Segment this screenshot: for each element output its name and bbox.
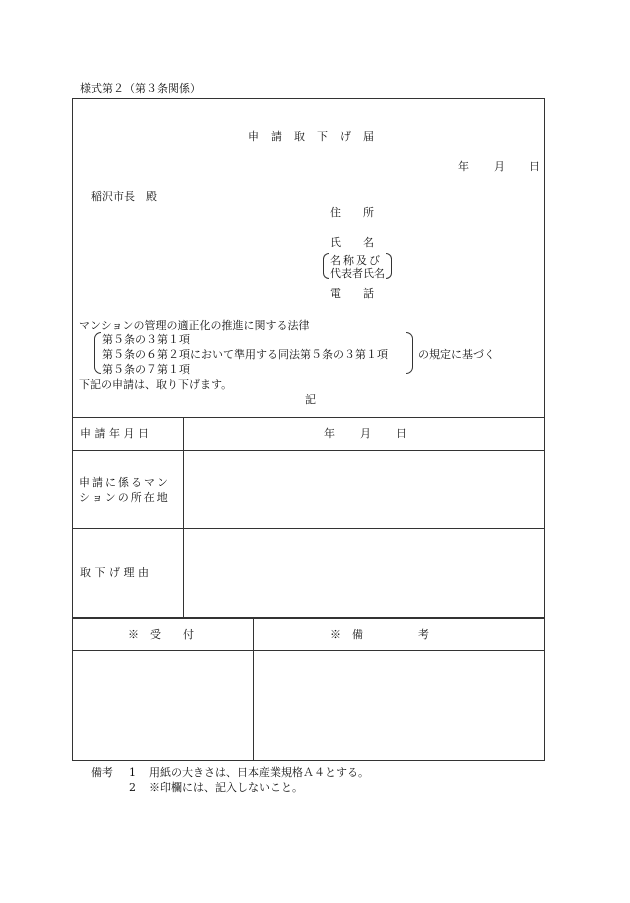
table-top-line bbox=[72, 417, 545, 418]
closing-text: 下記の申請は、取り下げます。 bbox=[79, 378, 233, 391]
corp-bracket-left bbox=[323, 253, 329, 279]
date-day: 日 bbox=[529, 160, 540, 173]
row-divider-1 bbox=[72, 450, 545, 451]
date-year: 年 bbox=[458, 160, 469, 173]
row-divider-3 bbox=[72, 617, 545, 619]
address-label: 住 所 bbox=[330, 206, 374, 219]
corp-bracket-right bbox=[386, 253, 392, 279]
receipt-header: ※ 受 付 bbox=[128, 628, 194, 641]
ki-mark: 記 bbox=[305, 393, 316, 406]
phone-label: 電 話 bbox=[330, 287, 374, 300]
row-divider-2 bbox=[72, 528, 545, 529]
corp-line1: 名称及び bbox=[330, 254, 382, 267]
note-2-text: ※印欄には、記入しないこと。 bbox=[149, 781, 303, 794]
label-column-divider bbox=[183, 417, 184, 617]
form-label: 様式第２（第３条関係） bbox=[80, 82, 201, 95]
option-2: 第５条の６第２項において準用する同法第５条の３第１項 bbox=[102, 348, 388, 361]
form-title: 申請取下げ届 bbox=[248, 130, 386, 143]
location-label-line2: ションの所在地 bbox=[79, 491, 170, 504]
apply-date-value: 年 月 日 bbox=[324, 427, 408, 440]
options-bracket-right bbox=[406, 332, 413, 374]
withdraw-reason-field[interactable] bbox=[190, 540, 540, 610]
notes-heading: 備考 bbox=[91, 766, 113, 779]
option-3: 第５条の７第１項 bbox=[102, 363, 190, 376]
location-label-line1: 申請に係るマン bbox=[79, 476, 170, 489]
note-1-text: 用紙の大きさは、日本産業規格Ａ４とする。 bbox=[149, 766, 369, 779]
options-bracket-left bbox=[94, 332, 101, 374]
corp-line2: 代表者氏名 bbox=[330, 267, 385, 280]
note-2-num: 2 bbox=[129, 781, 136, 794]
row-divider-4 bbox=[72, 650, 545, 651]
date-month: 月 bbox=[494, 160, 505, 173]
location-value-field[interactable] bbox=[190, 480, 540, 520]
option-1: 第５条の３第１項 bbox=[102, 333, 190, 346]
withdraw-reason-label: 取 下 げ 理 由 bbox=[80, 566, 149, 579]
law-name: マンションの管理の適正化の推進に関する法律 bbox=[79, 319, 310, 332]
addressee: 稲沢市長 殿 bbox=[91, 190, 157, 203]
apply-date-label: 申 請 年 月 日 bbox=[80, 427, 149, 440]
options-suffix: の規定に基づく bbox=[418, 348, 495, 361]
bottom-column-divider bbox=[253, 618, 254, 761]
name-label: 氏 名 bbox=[330, 236, 374, 249]
note-1-num: 1 bbox=[129, 766, 136, 779]
remarks-header: ※ 備 考 bbox=[330, 628, 429, 641]
